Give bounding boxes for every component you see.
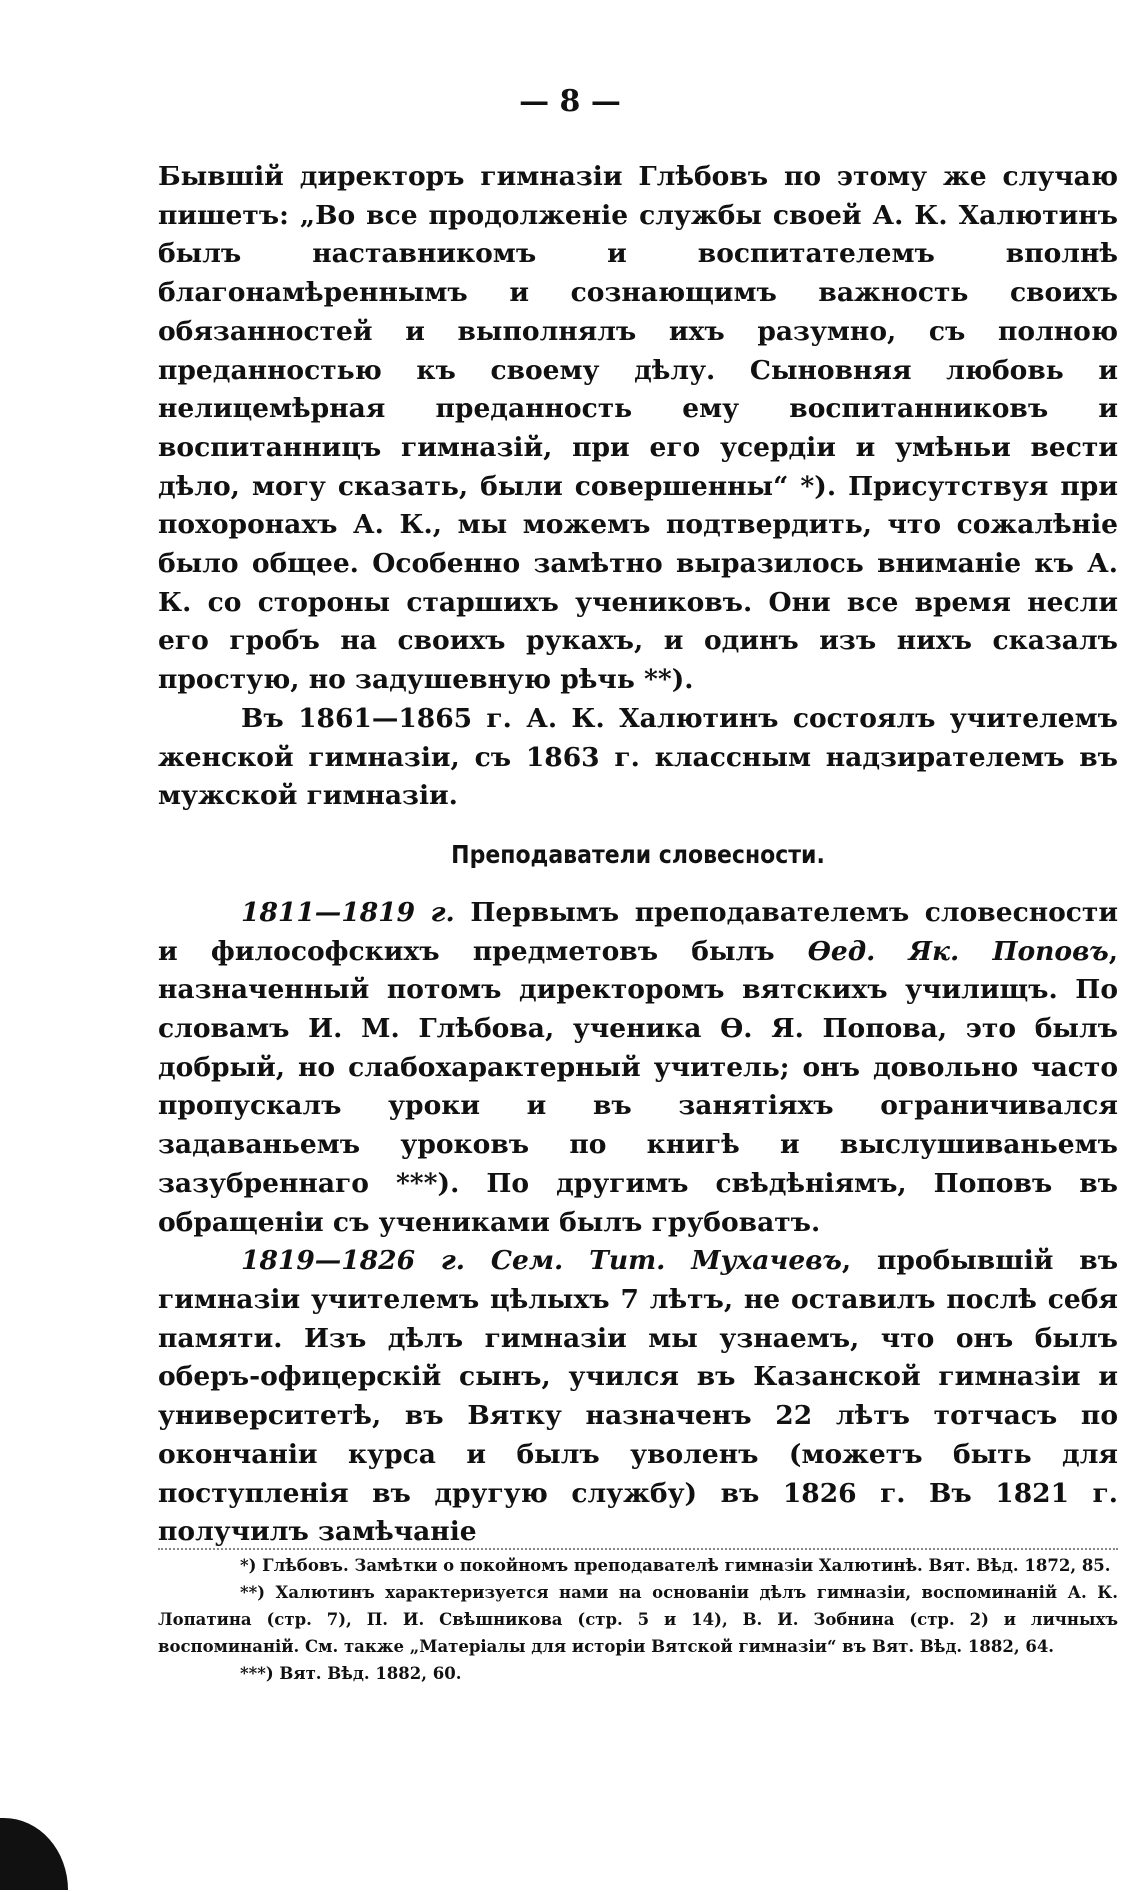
main-text: [158, 158, 1118, 1552]
date-range: 1819—1826 г.: [241, 1245, 466, 1277]
footnote-2: **) Халютинъ характеризуется нами на основаніи дѣлъ гимназіи, воспоминаній А. К. Лопатина (стр. 7), П. И. Свѣшникова (стр. 5 и 14), В. И. Зобнина (стр. 2) и личныхъ воспоминаній. См. также „Матеріалы для исторіи Вятской гимназіи“ въ Вят. Вѣд. 1882, 64.: [158, 1583, 1118, 1656]
paragraph-popov: [158, 894, 1118, 1242]
text-run: , пробывшій въ гимназіи учителемъ цѣлыхъ 7 лѣтъ, не оставилъ послѣ себя памяти. Изъ дѣлъ гимназіи мы узнаемъ, что онъ былъ оберъ-офицерскій сынъ, учился въ Казанской гимназіи и университетѣ, въ Вятку назначенъ 22 лѣтъ тотчасъ по окончаніи курса и былъ уволенъ (можетъ быть для поступленія въ другую службу) въ 1826 г. Въ 1821 г. получилъ замѣчаніе: [158, 1245, 1119, 1548]
footnotes: [158, 1552, 1118, 1687]
footnote-3: ***) Вят. Вѣд. 1882, 60.: [240, 1664, 462, 1683]
text-run: , назначенный потомъ директоромъ вятскихъ училищъ. По словамъ И. М. Глѣбова, ученика Ѳ. Я. Попова, это былъ добрый, но слабохарактерный учитель; онъ довольно часто пропускалъ уроки и въ занятіяхъ ограничивался задаваньемъ уроковъ по книгѣ и выслушиваньемъ зазубреннаго ***). По другимъ свѣдѣніямъ, Поповъ въ обращеніи съ учениками былъ грубоватъ.: [158, 935, 1119, 1238]
date-range: 1811—1819 г.: [241, 896, 455, 928]
teacher-name: Сем. Тит. Мухачевъ: [490, 1245, 842, 1277]
teacher-name: Ѳед. Як. Поповъ: [807, 935, 1109, 967]
section-heading: Преподаватели словесности.: [451, 839, 825, 869]
footnote-divider: [158, 1548, 1118, 1551]
paragraph-khalyutin-service: Въ 1861—1865 г. А. К. Халютинъ состоялъ учителемъ женской гимназіи, съ 1863 г. классным надзирателемъ въ мужской гимназіи.: [158, 702, 1118, 812]
paragraph-mukhachev: [158, 1242, 1118, 1552]
text-run: Первымъ преподавателемъ словесности и философскихъ предметовъ былъ: [158, 896, 1118, 967]
page-number: — 8 —: [519, 84, 621, 119]
footnote-1: *) Глѣбовъ. Замѣтки о покойномъ преподавателѣ гимназіи Халютинѣ. Вят. Вѣд. 1872, 85.: [240, 1556, 1111, 1575]
paragraph-khalyutin-tribute: Бывшій директоръ гимназіи Глѣбовъ по этому же случаю пишетъ: „Во все продолженіе службы своей А. К. Халютинъ былъ наставникомъ и воспитателемъ вполнѣ благонамѣреннымъ и сознающимъ важность своихъ обязанностей и выполнялъ ихъ разумно, съ полною преданностью къ своему дѣлу. Сыновняя любовь и нелицемѣрная преданность ему воспитанниковъ и воспитанницъ гимназій, при его усердіи и умѣньи вести дѣло, могу сказать, были совершенны“ *). Присутствуя при похоронахъ А. К., мы можемъ подтвердить, что сожалѣніе было общее. Особенно замѣтно выразилось вниманіе къ А. К. со стороны старшихъ учениковъ. Они все время несли его гробъ на своихъ рукахъ, и одинъ изъ нихъ сказалъ простую, но задушевную рѣчь **).: [158, 161, 1118, 696]
scan-edge-shadow: [0, 1818, 68, 1890]
